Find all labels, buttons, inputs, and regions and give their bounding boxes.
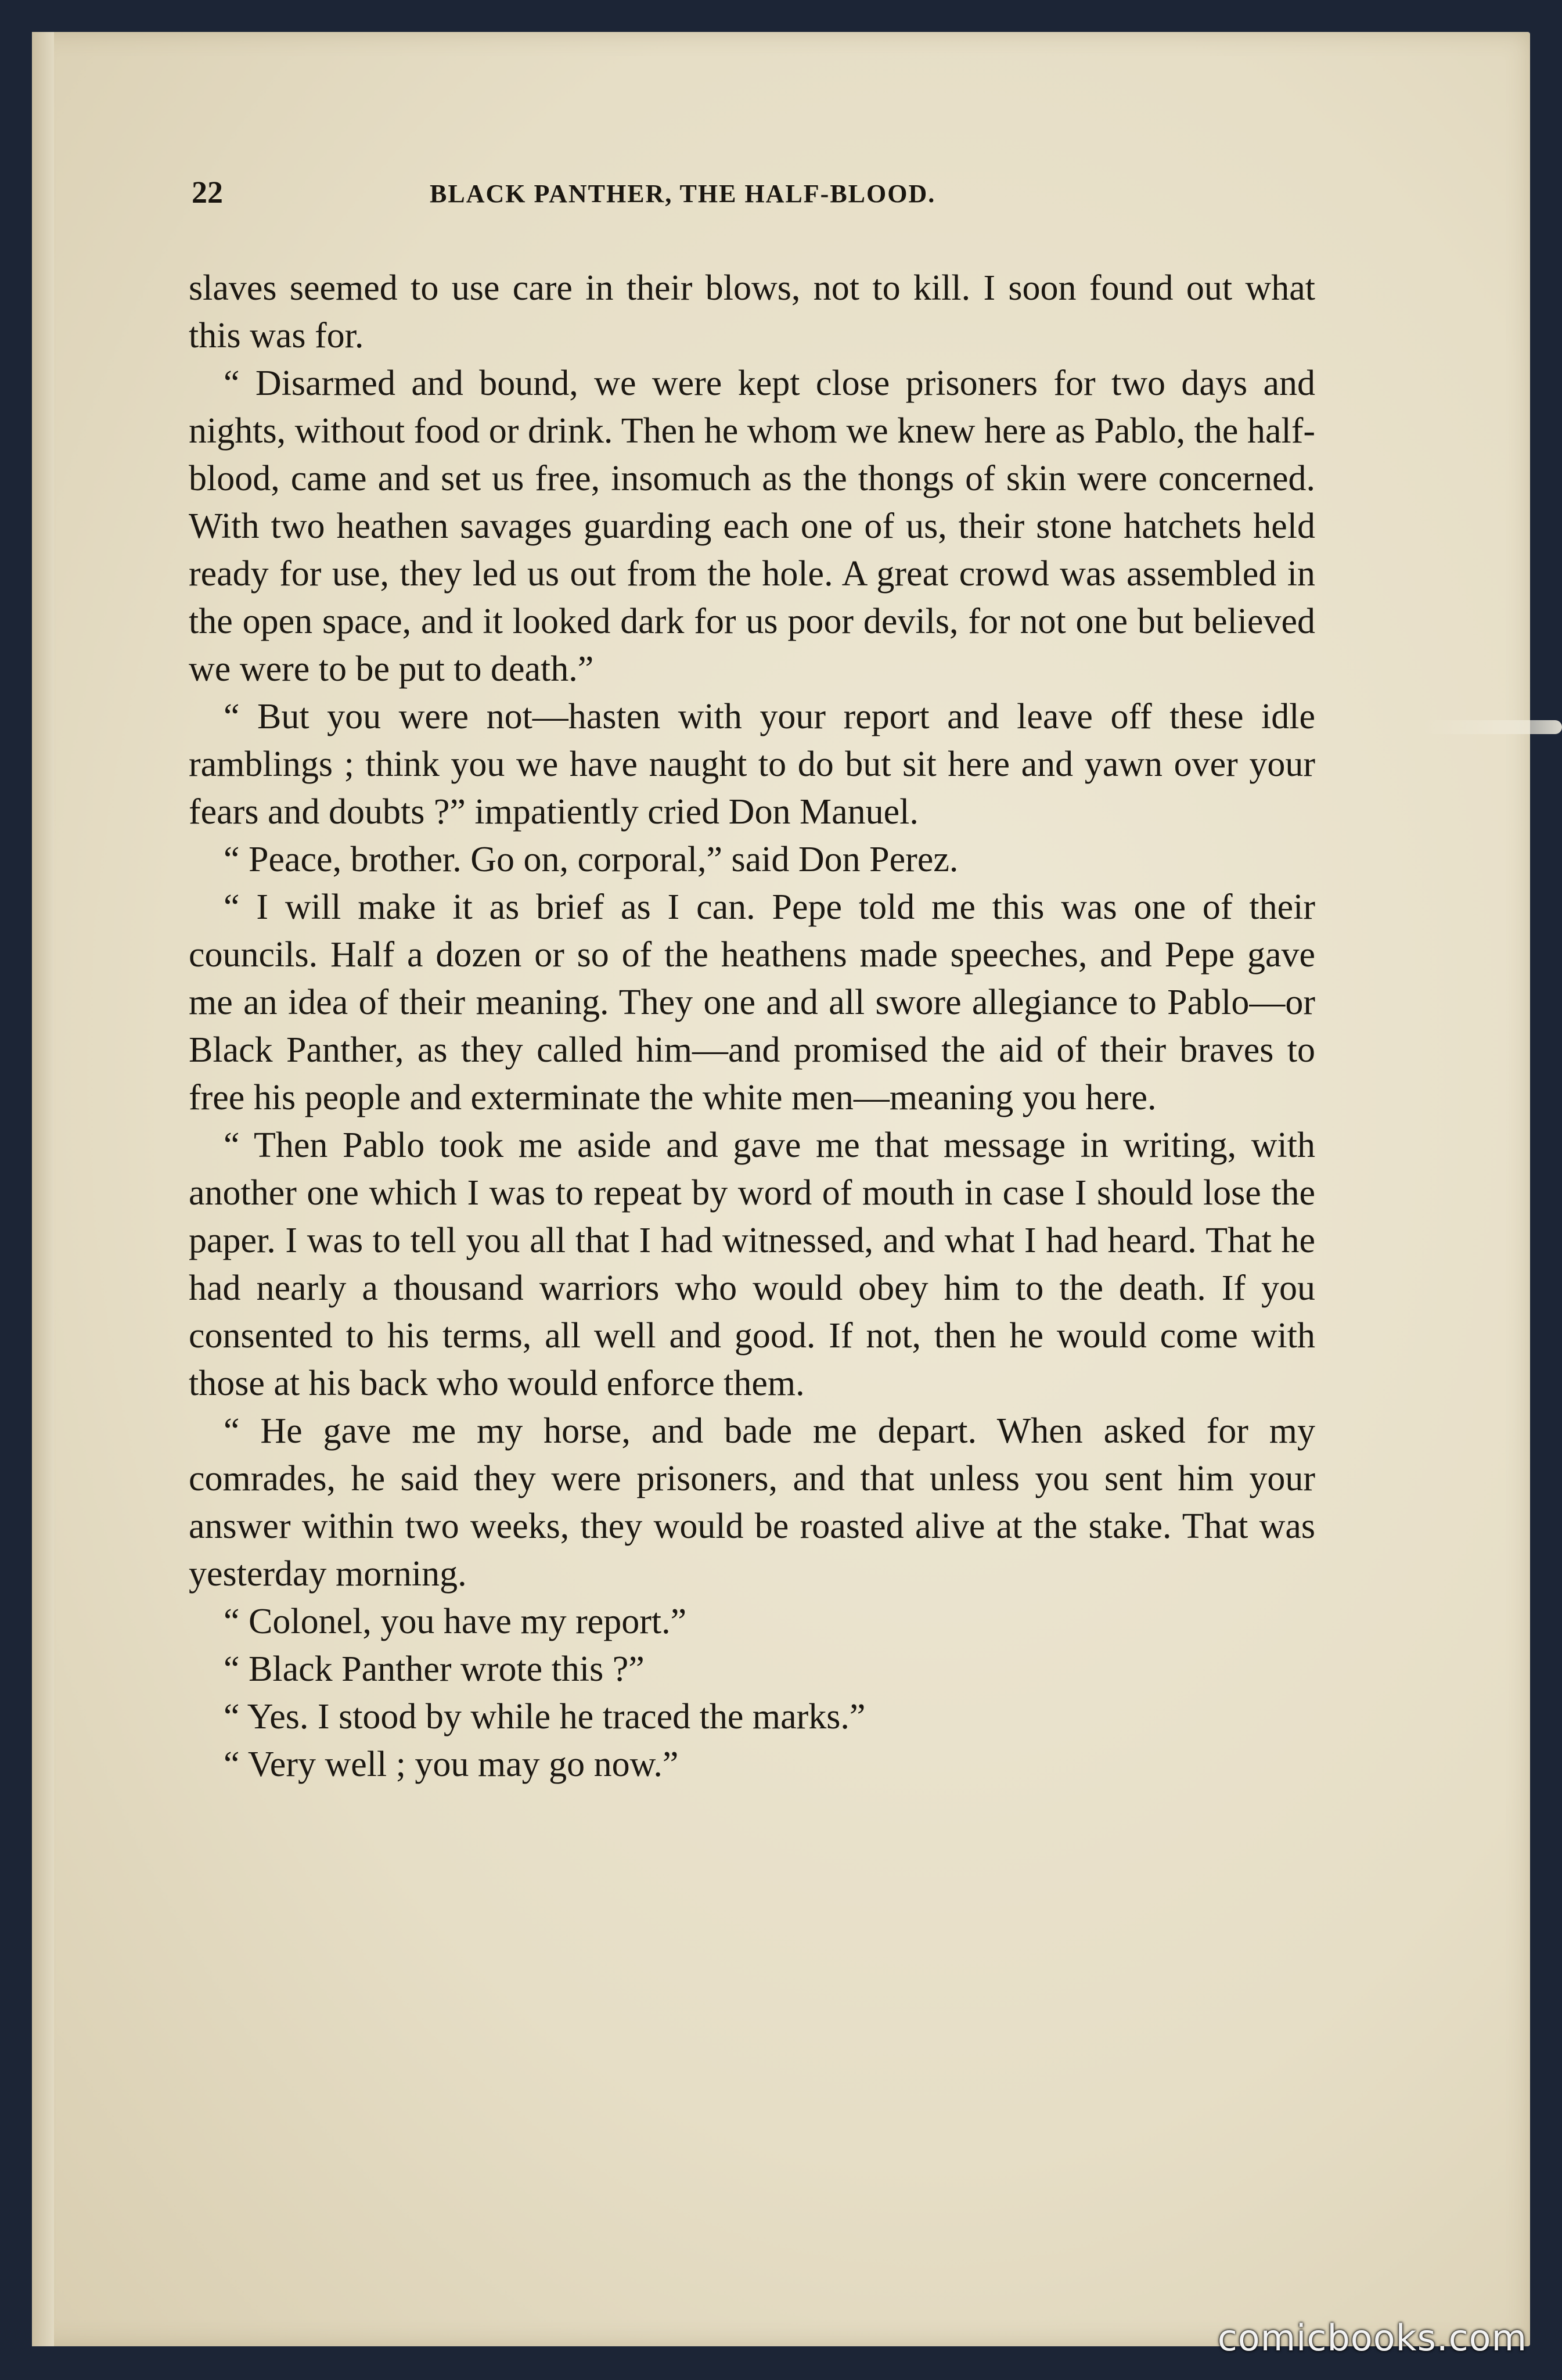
paragraph: “ Then Pablo took me aside and gave me that message in writing, with another one which I was to repeat by word of mouth in case I should lose the paper. I was to tell you all that I had witnessed, and what I had heard. That he had nearly a thousand warriors who would obey him to the death. If you consented to his terms, all well and good. If not, then he would come with those at his back who would enforce them. [189, 1126, 1315, 1403]
paragraph: “ Disarmed and bound, we were kept close prisoners for two days and nights, without food or drink. Then he whom we knew here as Pablo, the half-blood, came and set us free, insomuch as the thongs of skin were concerned. With two heathen savages guarding each one of us, their stone hatchets held ready for use, they led us out from the hole. A great crowd was assembled in the open space, and it looked dark for us poor devils, for not one but believed we were to be put to death.” [189, 364, 1315, 689]
page-binding-edge [32, 32, 54, 2346]
page-header [192, 174, 1318, 215]
paragraph: “ He gave me my horse, and bade me depart. When asked for my comrades, he said they were prisoners, and that unless you sent him your answer within two weeks, they would be roasted alive at the stake. That was yesterday morning. [189, 1411, 1315, 1594]
running-title: BLACK PANTHER, THE HALF-BLOOD. [430, 179, 936, 208]
paragraph: “ Very well ; you may go now.” [224, 1745, 679, 1784]
paragraph: “ Yes. I stood by while he traced the marks.” [224, 1697, 866, 1737]
body-text [189, 264, 1315, 1788]
site-watermark: comicbooks.com [1217, 2317, 1527, 2359]
paragraph: slaves seemed to use care in their blows, not to kill. I soon found out what this was for. [189, 268, 1315, 355]
paragraph: “ Peace, brother. Go on, corporal,” said Don Perez. [224, 840, 959, 879]
paragraph: “ But you were not—hasten with your report and leave off these idle ramblings ; think you we have naught to do but sit here and yawn over your fears and doubts ?” impatiently cried Don Manuel. [189, 697, 1315, 832]
paragraph: “ Black Panther wrote this ?” [224, 1649, 645, 1689]
page-number: 22 [192, 175, 223, 210]
paper-fold-mark [1423, 720, 1562, 734]
paragraph: “ Colonel, you have my report.” [224, 1602, 687, 1641]
paragraph: “ I will make it as brief as I can. Pepe told me this was one of their councils. Half a dozen or so of the heathens made speeches, and Pepe gave me an idea of their meaning. They one and all swore allegiance to Pablo—or Black Panther, as they called him—and promised the aid of their braves to free his people and exterminate the white men—meaning you here. [189, 887, 1315, 1117]
